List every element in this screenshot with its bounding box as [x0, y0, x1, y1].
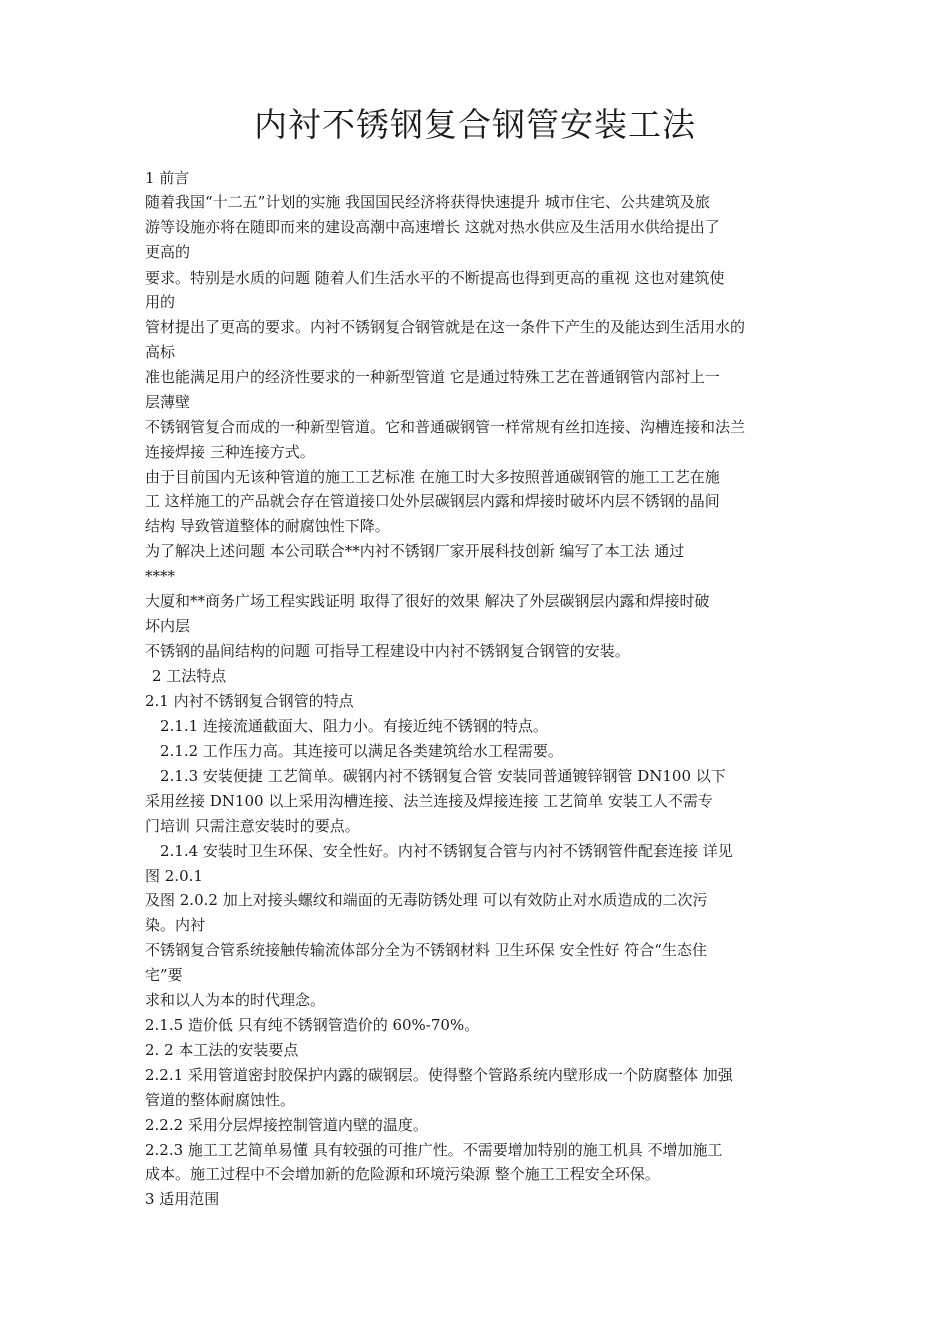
list-item-2-1-5: 2.1.5 造价低 只有纯不锈钢管造价的 60%-70%。	[145, 1016, 480, 1034]
heading-preface: 1 前言	[145, 169, 190, 187]
paragraph-line: 求和以人为本的时代理念。	[145, 991, 326, 1009]
paragraph-line: 随着我国“十二五”计划的实施 我国国民经济将获得快速提升 城市住宅、公共建筑及旅	[145, 193, 710, 211]
paragraph-line: 管道的整体耐腐蚀性。	[145, 1091, 296, 1109]
paragraph-line: 不锈钢管复合而成的一种新型管道。它和普通碳钢管一样常规有丝扣连接、沟槽连接和法兰	[145, 418, 746, 436]
paragraph-line: 不锈钢复合管系统接触传输流体部分全为不锈钢材料 卫生环保 安全性好 符合“生态住	[145, 941, 707, 959]
paragraph-line: 大厦和**商务广场工程实践证明 取得了很好的效果 解决了外层碳钢层内露和焊接时破	[145, 592, 710, 610]
subheading-2-1: 2.1 内衬不锈钢复合钢管的特点	[145, 692, 354, 710]
paragraph-line: 层薄壁	[145, 393, 191, 411]
paragraph-line: 高标	[145, 343, 176, 361]
list-item-2-2-3: 2.2.3 施工工艺简单易懂 具有较强的可推广性。不需要增加特别的施工机具 不增加施工	[145, 1141, 723, 1159]
paragraph-line: 游等设施亦将在随即而来的建设高潮中高速增长 这就对热水供应及生活用水供给提出了	[145, 218, 720, 236]
paragraph-line: 染。内衬	[145, 916, 206, 934]
paragraph-line: 采用丝接 DN100 以上采用沟槽连接、法兰连接及焊接连接 工艺简单 安装工人不需专	[145, 792, 713, 810]
list-item-2-1-3: 2.1.3 安装便捷 工艺简单。碳钢内衬不锈钢复合管 安装同普通镀锌钢管 DN100 以下	[160, 767, 726, 785]
list-item-2-2-1: 2.2.1 采用管道密封胶保护内露的碳钢层。使得整个管路系统内壁形成一个防腐整体 加强	[145, 1066, 733, 1084]
paragraph-line: 连接焊接 三种连接方式。	[145, 443, 315, 461]
list-item-2-2-2: 2.2.2 采用分层焊接控制管道内壁的温度。	[145, 1116, 428, 1134]
paragraph-line: ****	[145, 567, 175, 585]
paragraph-line: 更高的	[145, 243, 191, 261]
list-item-2-1-1: 2.1.1 连接流通截面大、阻力小。有接近纯不锈钢的特点。	[160, 717, 548, 735]
paragraph-line: 成本。施工过程中不会增加新的危险源和环境污染源 整个施工工程安全环保。	[145, 1165, 660, 1183]
paragraph-line: 结构 导致管道整体的耐腐蚀性下降。	[145, 517, 390, 535]
subheading-2-2: 2. 2 本工法的安装要点	[145, 1041, 299, 1059]
heading-features: 2 工法特点	[152, 667, 227, 685]
paragraph-line: 坏内层	[145, 617, 191, 635]
list-item-2-1-2: 2.1.2 工作压力高。其连接可以满足各类建筑给水工程需要。	[160, 742, 563, 760]
document-title: 内衬不锈钢复合钢管安装工法	[254, 105, 696, 144]
paragraph-line: 准也能满足用户的经济性要求的一种新型管道 它是通过特殊工艺在普通钢管内部衬上一	[145, 368, 720, 386]
paragraph-line: 门培训 只需注意安装时的要点。	[145, 817, 360, 835]
paragraph-line: 管材提出了更高的要求。内衬不锈钢复合钢管就是在这一条件下产生的及能达到生活用水的	[145, 318, 746, 336]
paragraph-line: 宅”要	[145, 966, 183, 984]
heading-scope: 3 适用范围	[145, 1190, 220, 1208]
paragraph-line: 由于目前国内无该种管道的施工工艺标准 在施工时大多按照普通碳钢管的施工工艺在施	[145, 468, 720, 486]
paragraph-line: 不锈钢的晶间结构的问题 可指导工程建设中内衬不锈钢复合钢管的安装。	[145, 642, 630, 660]
paragraph-line: 工 这样施工的产品就会存在管道接口处外层碳钢层内露和焊接时破坏内层不锈钢的晶间	[145, 492, 720, 510]
paragraph-line: 为了解决上述问题 本公司联合**内衬不锈钢厂家开展科技创新 编写了本工法 通过	[145, 542, 685, 560]
paragraph-line: 用的	[145, 293, 176, 311]
paragraph-line: 要求。特别是水质的问题 随着人们生活水平的不断提高也得到更高的重视 这也对建筑使	[145, 269, 725, 287]
paragraph-line: 图 2.0.1	[145, 867, 203, 885]
paragraph-line: 及图 2.0.2 加上对接头螺纹和端面的无毒防锈处理 可以有效防止对水质造成的二次污	[145, 891, 708, 909]
list-item-2-1-4: 2.1.4 安装时卫生环保、安全性好。内衬不锈钢复合管与内衬不锈钢管件配套连接 详见	[160, 842, 733, 860]
